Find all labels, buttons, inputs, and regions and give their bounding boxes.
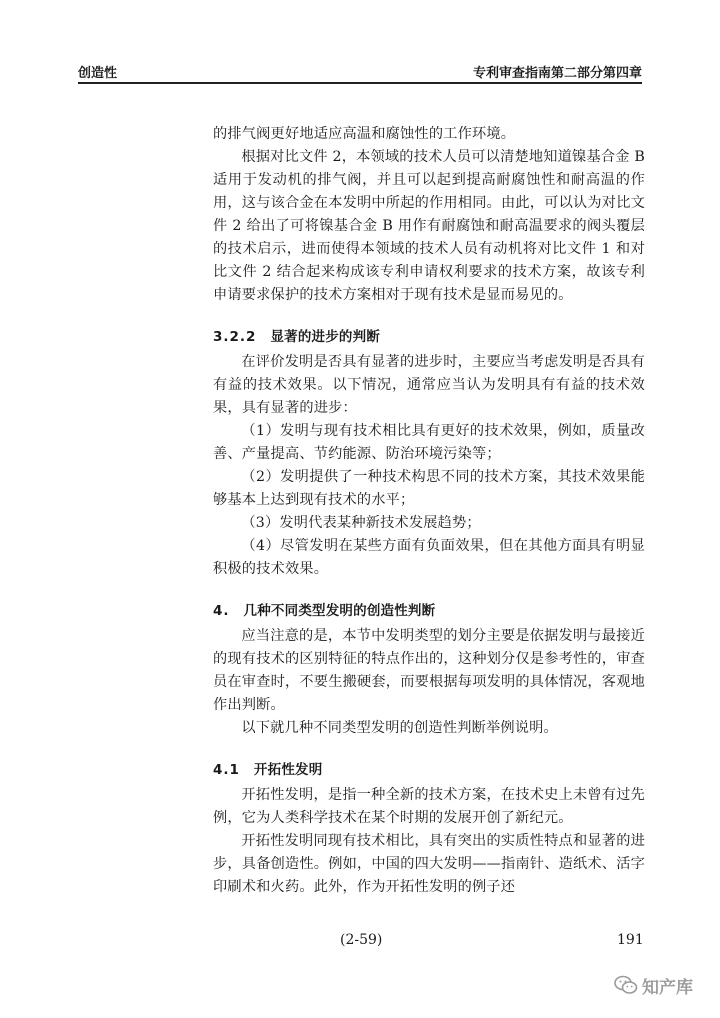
- list-item: （2）发明提供了一种技术构思不同的技术方案，其技术效果能够基本上达到现有技术的水平；: [213, 469, 645, 508]
- watermark-text: 知产库: [642, 977, 693, 998]
- paragraph: 的排气阀更好地适应高温和腐蚀性的工作环境。: [213, 126, 516, 142]
- section-number: 4.: [213, 603, 230, 619]
- section-page-code: (2-59): [340, 932, 383, 948]
- header-guide-title: 专利审查指南第二部分第四章: [472, 66, 642, 81]
- paragraph: 开拓性发明，是指一种全新的技术方案，在技术史上未曾有过先例，它为人类科学技术在某个时期的发展开创了新纪元。: [213, 787, 645, 826]
- running-header: [78, 58, 642, 84]
- paragraph: 以下就几种不同类型发明的创造性判断举例说明。: [241, 720, 558, 736]
- section-number: 4.1: [213, 762, 240, 778]
- paragraph: 开拓性发明同现有技术相比，具有突出的实质性特点和显著的进步，具备创造性。例如，中国的四大发明——指南针、造纸术、活字印刷术和火药。此外，作为开拓性发明的例子还: [213, 833, 645, 895]
- source-watermark: [614, 972, 693, 998]
- paragraph: 在评价发明是否具有显著的进步时，主要应当考虑发明是否具有有益的技术效果。以下情况，通常应当认为发明具有有益的技术效果，具有显著的进步：: [213, 354, 645, 416]
- page-body: [213, 123, 645, 899]
- section-title: 开拓性发明: [253, 762, 323, 778]
- section-heading-4-1: [213, 759, 645, 782]
- page-number: 191: [617, 932, 644, 948]
- section-heading-3-2-2: [213, 326, 645, 349]
- page-footer: [0, 932, 720, 954]
- section-heading-4: [213, 600, 645, 623]
- list-item: （4）尽管发明在某些方面有负面效果，但在其他方面具有明显积极的技术效果。: [213, 538, 645, 577]
- list-item: （1）发明与现有技术相比具有更好的技术效果，例如，质量改善、产量提高、节约能源、防治环境污染等；: [213, 423, 645, 462]
- section-title: 几种不同类型发明的创造性判断: [243, 603, 436, 619]
- paragraph: 应当注意的是，本节中发明类型的划分主要是依据发明与最接近的现有技术的区别特征的特点作出的，这种划分仅是参考性的，审查员在审查时，不要生搬硬套，而要根据每项发明的具体情况，客观地作出判断。: [213, 628, 645, 713]
- wechat-icon: [614, 975, 638, 995]
- section-title: 显著的进步的判断: [270, 329, 381, 345]
- section-number: 3.2.2: [213, 329, 257, 345]
- list-item: （3）发明代表某种新技术发展趋势；: [241, 515, 481, 531]
- paragraph: 根据对比文件 2，本领域的技术人员可以清楚地知道镍基合金 B 适用于发动机的排气阀，并且可以起到提高耐腐蚀性和耐高温的作用，这与该合金在本发明中所起的作用相同。由此，可以认为对比文件 2 给出了可将镍基合金 B 用作有耐腐蚀和耐高温要求的阀头覆层的技术启示，进而使得本领域的技术人员有动机将对比文件 1 和对比文件 2 结合起来构成该专利申请权利要求的技术方案，故该专利申请要求保护的技术方案相对于现有技术是显而易见的。: [213, 149, 645, 303]
- header-chapter-name: 创造性: [78, 66, 118, 81]
